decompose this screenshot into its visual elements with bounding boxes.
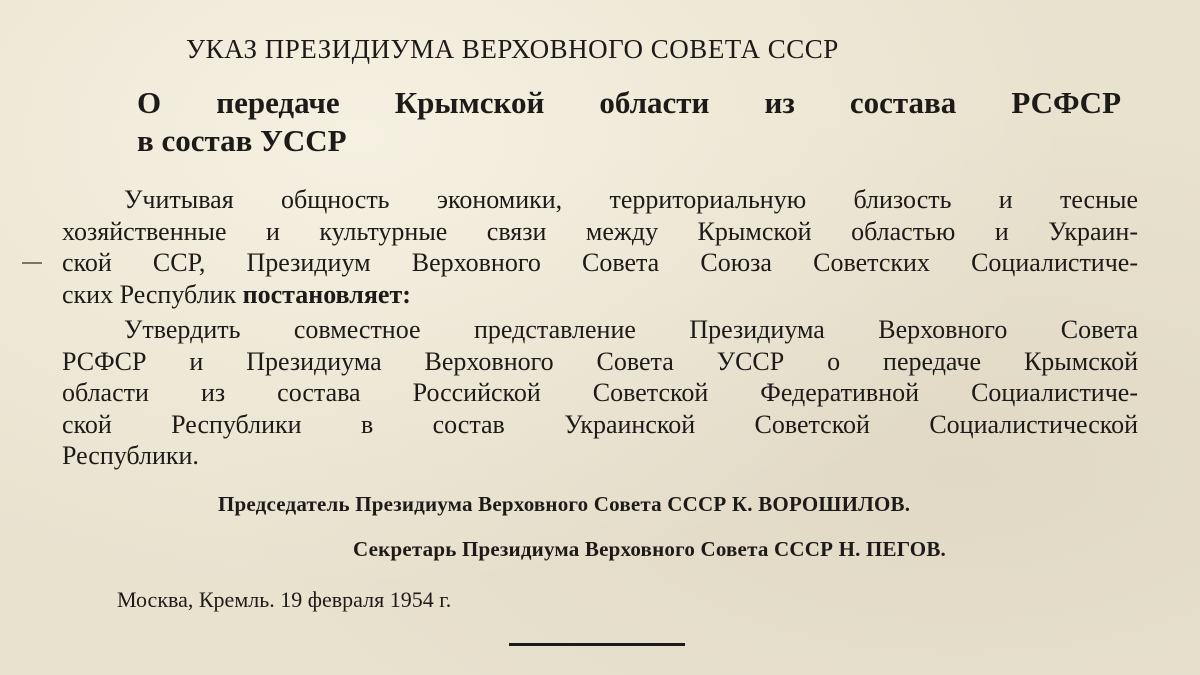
closing-rule <box>509 643 685 646</box>
paragraph-line: хозяйственные и культурные связи между Крымской областью и Украин- <box>62 216 1138 246</box>
decree-heading: УКАЗ ПРЕЗИДИУМА ВЕРХОВНОГО СОВЕТА СССР <box>186 34 839 64</box>
paragraph-line: Учитывая общность экономики, территориальную близость и тесные <box>124 185 1138 214</box>
secretary-signature: Секретарь Президиума Верховного Совета СССР Н. ПЕГОВ. <box>353 537 946 561</box>
place-and-date: Москва, Кремль. 19 февраля 1954 г. <box>117 587 452 612</box>
margin-mark <box>22 262 42 264</box>
paragraph-line: РСФСР и Президиума Верховного Совета УССР о передаче Крымской <box>62 346 1138 376</box>
paragraph-line: Республики. <box>62 441 199 470</box>
paragraph-line: области из состава Российской Советской Федеративной Социалистиче- <box>62 378 1138 407</box>
subject-line-2: в состав УССР <box>137 123 347 158</box>
paragraph-line: Утвердить совместное представление Президиума Верховного Совета <box>124 315 1138 344</box>
preamble-paragraph <box>62 184 1138 310</box>
paragraph-line: ской ССР, Президиум Верховного Совета Союза Советских Социалистиче- <box>62 248 1138 277</box>
chairman-signature: Председатель Президиума Верховного Совета СССР К. ВОРОШИЛОВ. <box>218 492 911 516</box>
decree-subject <box>137 84 1121 160</box>
paragraph-line: ской Республики в состав Украинской Советской Социалистической <box>62 409 1138 439</box>
resolution-paragraph <box>62 314 1138 472</box>
subject-line-1: О передаче Крымской области из состава РСФСР <box>137 85 1121 120</box>
paragraph-line <box>62 279 1138 311</box>
resolves-word: постановляет: <box>242 279 411 309</box>
paragraph-line-start: ских Республик <box>62 279 243 309</box>
